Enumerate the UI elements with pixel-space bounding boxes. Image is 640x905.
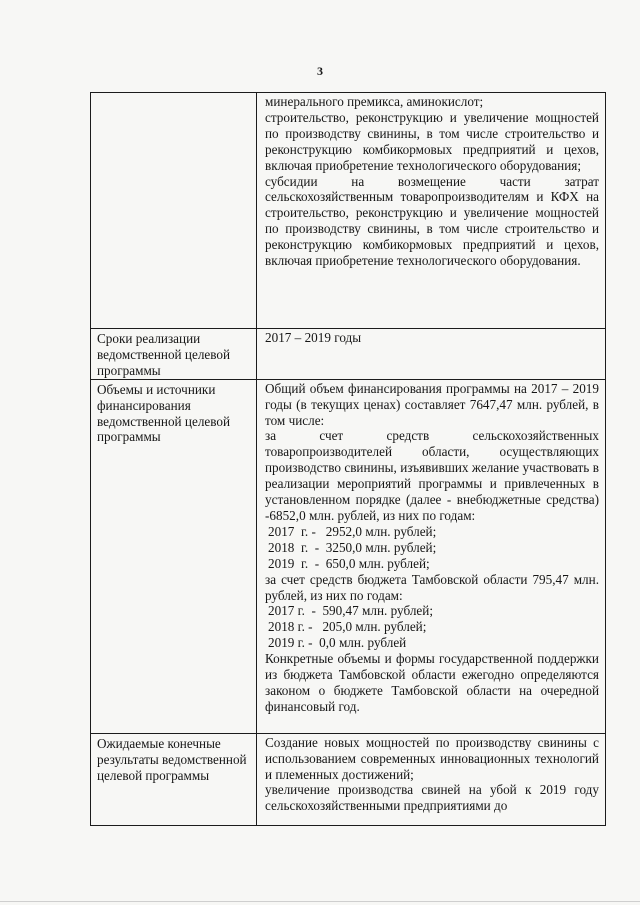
- scan-bottom-edge: [0, 901, 640, 902]
- timing-label: Сроки реализации ведомственной целевой программы: [97, 331, 231, 378]
- continuation-paragraph: минерального премикса, аминокислот;: [265, 94, 484, 109]
- continuation-label-cell: [91, 93, 257, 329]
- table-row-timing: [91, 329, 606, 380]
- funding-year-line: 2018 г. - 3250,0 млн. рублей;: [268, 539, 437, 555]
- timing-label-cell: [91, 329, 257, 380]
- continuation-paragraph: субсидии на возмещение части затрат сельскохозяйственным товаропроизводителям и КФХ на строительство, реконструкцию и увеличение мощностей по производству свинины, в том числе строительство и реконструкцию комбикормовых предприятий и цехов, включая приобретение технологического оборудования.: [265, 173, 599, 269]
- funding-note: Конкретные объемы и формы государственной поддержки из бюджета Тамбовской области ежегодно определяются законом о бюджете Тамбовской области на очередной финансовый год.: [265, 651, 599, 714]
- funding-budget: за счет средств бюджета Тамбовской области 795,47 млн. рублей, из них по годам:: [265, 571, 599, 603]
- funding-year-line: 2017 г. - 590,47 млн. рублей;: [268, 603, 433, 619]
- results-content-cell: [257, 733, 606, 825]
- table-row-continuation: [91, 93, 606, 329]
- funding-intro: Общий объем финансирования программы на 2017 – 2019 годы (в текущих ценах) составляет 7647,47 млн. рублей, в том числе:: [265, 380, 599, 428]
- page-number: 3: [317, 64, 323, 78]
- results-paragraph: увеличение производства свиней на убой к 2019 году сельскохозяйственными предприятиями до: [265, 782, 599, 814]
- funding-extrabudget: за счет средств сельскохозяйственных товаропроизводителей области, осуществляющих производство свинины, изъявивших желание участвовать в реализации мероприятий программы и привлеченных в установленном порядке (далее - внебюджетные средства) -6852,0 млн. рублей, из них по годам:: [265, 428, 599, 523]
- continuation-paragraph: строительство, реконструкцию и увеличение мощностей по производству свинины, в том числе строительство и реконструкцию комбикормовых предприятий и цехов, включая приобретение технологического оборудования;: [265, 109, 599, 173]
- results-label: Ожидаемые конечные результаты ведомственной целевой программы: [97, 735, 247, 783]
- table-row-funding: [91, 379, 606, 733]
- funding-year-line: 2017 г. - 2952,0 млн. рублей;: [268, 523, 437, 539]
- results-label-cell: [91, 733, 257, 825]
- results-paragraph: Создание новых мощностей по производству свинины с использованием современных инновационных технологий и племенных достижений;: [265, 734, 599, 782]
- timing-value: 2017 – 2019 годы: [265, 330, 362, 345]
- funding-content-cell: [257, 379, 606, 733]
- table-row-results: [91, 733, 606, 825]
- continuation-content-cell: [257, 93, 606, 329]
- funding-label: Объемы и источники финансирования ведомственной целевой программы: [97, 381, 231, 445]
- funding-label-cell: [91, 379, 257, 733]
- funding-year-line: 2019 г. - 650,0 млн. рублей;: [268, 555, 430, 571]
- program-passport-table: [90, 92, 606, 826]
- continuation-label: [91, 93, 256, 95]
- funding-year-line: 2018 г. - 205,0 млн. рублей;: [268, 619, 427, 635]
- funding-year-line: 2019 г. - 0,0 млн. рублей: [268, 635, 407, 651]
- timing-content-cell: [257, 329, 606, 380]
